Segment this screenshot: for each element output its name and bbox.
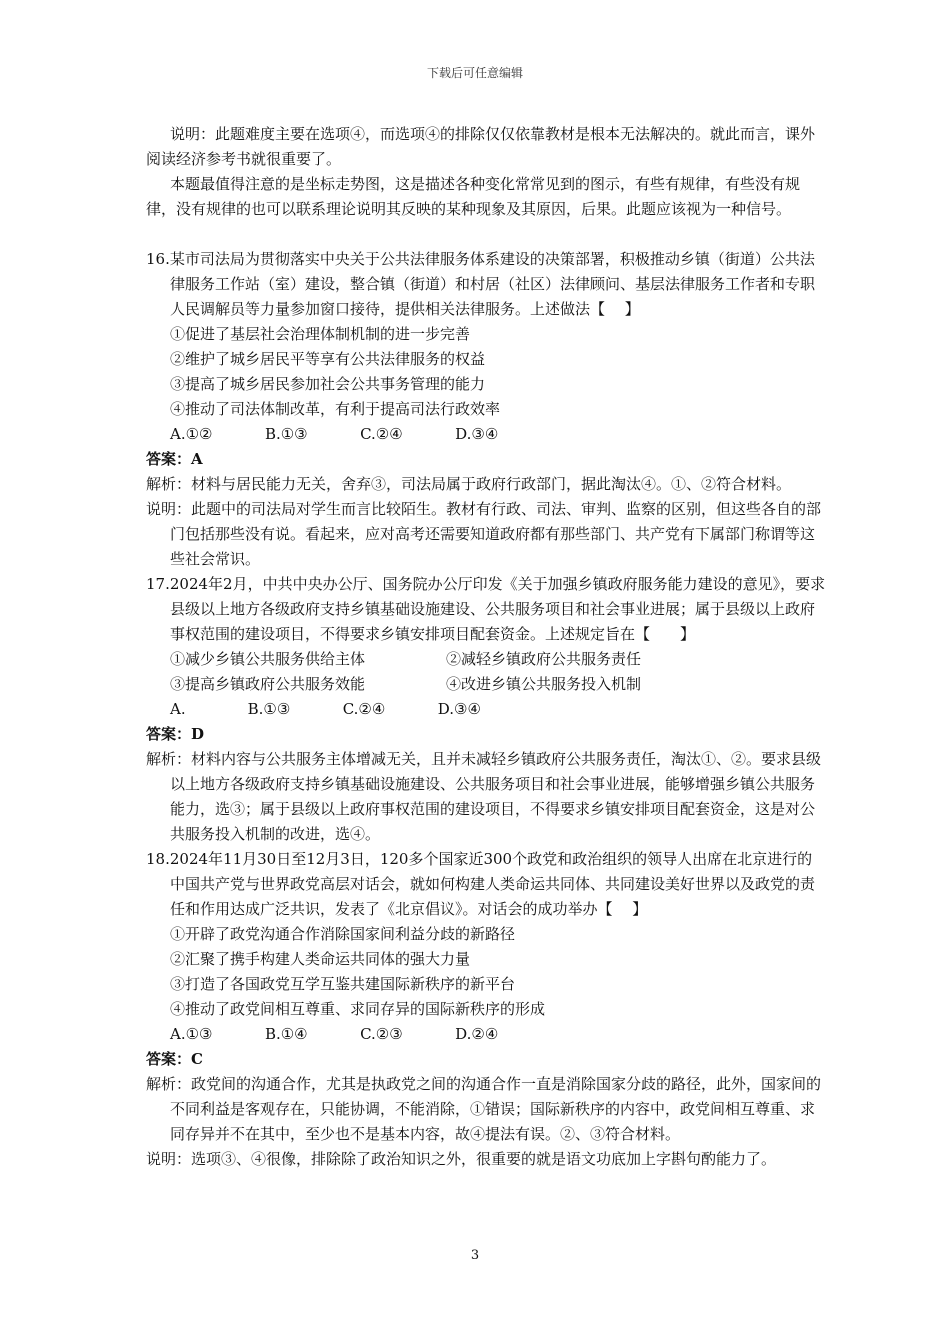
- q18-item-1: ①开辟了政党沟通合作消除国家间利益分歧的新路径: [170, 925, 516, 943]
- q17-item-3: ③提高乡镇政府公共服务效能: [170, 675, 366, 693]
- q18-item-3: ③打造了各国政党互学互鉴共建国际新秩序的新平台: [170, 975, 516, 993]
- q17-analysis: 解析：材料内容与公共服务主体增减无关，且并未减轻乡镇政府公共服务责任，淘汰①、②。要求县级以上地方各级政府支持乡镇基础设施建设、公共服务项目和社会事业进展，能够增强乡镇公共服务能力，选③；属于县级以上政府事权范围的建设项目，不得要求乡镇安排项目配套资金，这是对公共服务投入机制的改进，选④。: [146, 750, 822, 843]
- document-body: [146, 122, 826, 1172]
- q16-options: A.①② B.①③ C.②④ D.③④: [170, 425, 499, 443]
- q16-stem: 16.某市司法局为贯彻落实中央关于公共法律服务体系建设的决策部署，积极推动乡镇（街道）公共法律服务工作站（室）建设，整合镇（街道）和村居（社区）法律顾问、基层法律服务工作者和专职人民调解员等力量参加窗口接待，提供相关法律服务。上述做法【 】: [146, 250, 816, 318]
- q17-item-2: ②减轻乡镇政府公共服务责任: [446, 650, 642, 668]
- q17-answer: 答案：D: [146, 725, 205, 743]
- q18-options: A.①③ B.①④ C.②③ D.②④: [170, 1025, 499, 1043]
- q18-note: 说明：选项③、④很像，排除除了政治知识之外，很重要的就是语文功底加上字斟句酌能力了。: [146, 1150, 777, 1168]
- q16-item-4: ④推动了司法体制改革，有利于提高司法行政效率: [170, 400, 501, 418]
- intro-paragraph: 本题最值得注意的是坐标走势图，这是描述各种变化常常见到的图示，有些有规律，有些没有规律，没有规律的也可以联系理论说明其反映的某种现象及其原因，后果。此题应该视为一种信号。: [146, 175, 801, 218]
- q16-item-3: ③提高了城乡居民参加社会公共事务管理的能力: [170, 375, 486, 393]
- q17-items: [146, 647, 826, 697]
- intro-note: 说明：此题难度主要在选项④，而选项④的排除仅仅依靠教材是根本无法解决的。就此而言，课外阅读经济参考书就很重要了。: [146, 125, 816, 168]
- q17-options: A. B.①③ C.②④ D.③④: [170, 700, 481, 718]
- q16-item-2: ②维护了城乡居民平等享有公共法律服务的权益: [170, 350, 486, 368]
- q16-item-1: ①促进了基层社会治理体制机制的进一步完善: [170, 325, 471, 343]
- page-number: 3: [470, 1248, 480, 1263]
- q16-note: 说明：此题中的司法局对学生而言比较陌生。教材有行政、司法、审判、监察的区别，但这些各自的部门包括那些没有说。看起来，应对高考还需要知道政府都有那些部门、共产党有下属部门称谓等这些社会常识。: [146, 500, 822, 568]
- q18-item-2: ②汇聚了携手构建人类命运共同体的强大力量: [170, 950, 471, 968]
- q17-item-1: ①减少乡镇公共服务供给主体: [170, 650, 366, 668]
- page-header: 下载后可任意编辑: [426, 66, 523, 80]
- q18-analysis: 解析：政党间的沟通合作，尤其是执政党之间的沟通合作一直是消除国家分歧的路径，此外，国家间的不同利益是客观存在，只能协调，不能消除，①错误；国际新秩序的内容中，政党间相互尊重、求同存异并不在其中，至少也不是基本内容，故④提法有误。②、③符合材料。: [146, 1075, 822, 1143]
- q18-item-4: ④推动了政党间相互尊重、求同存异的国际新秩序的形成: [170, 1000, 546, 1018]
- q17-stem: 17.2024年2月，中共中央办公厅、国务院办公厅印发《关于加强乡镇政府服务能力建设的意见》，要求县级以上地方各级政府支持乡镇基础设施建设、公共服务项目和社会事业进展；属于县级以上政府事权范围的建设项目，不得要求乡镇安排项目配套资金。上述规定旨在【 】: [146, 575, 826, 643]
- q16-answer: 答案：A: [146, 450, 203, 468]
- q17-item-4: ④改进乡镇公共服务投入机制: [446, 675, 642, 693]
- q18-answer: 答案：C: [146, 1050, 203, 1068]
- q16-analysis: 解析：材料与居民能力无关，舍弃③，司法局属于政府行政部门，据此淘汰④。①、②符合材料。: [146, 475, 792, 493]
- q18-stem: 18.2024年11月30日至12月3日，120多个国家近300个政党和政治组织的领导人出席在北京进行的中国共产党与世界政党高层对话会，就如何构建人类命运共同体、共同建设美好世界以及政党的责任和作用达成广泛共识，发表了《北京倡议》。对话会的成功举办【 】: [146, 850, 816, 918]
